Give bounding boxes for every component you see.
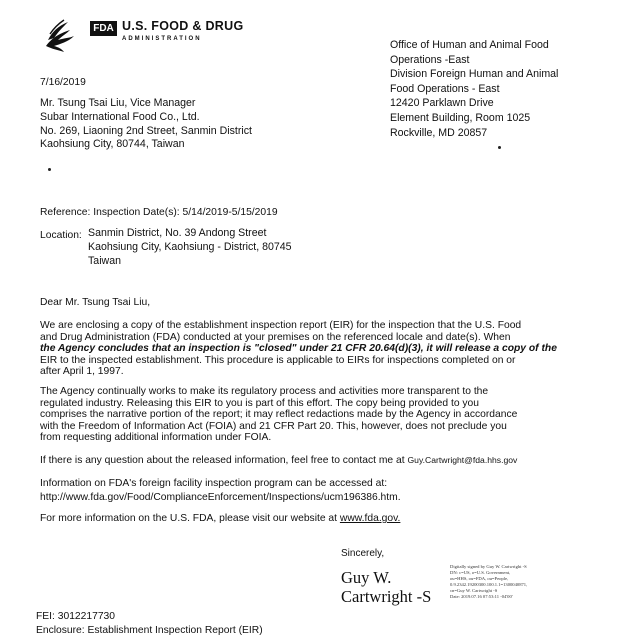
signer-name-line: Guy W. — [341, 568, 392, 587]
paragraph-line: regulated industry. Releasing this EIR to you is part of this effort. The copy being provided to you — [40, 397, 480, 409]
recipient-line: No. 269, Liaoning 2nd Street, Sanmin District — [40, 124, 252, 137]
fda-logo-box: FDA — [90, 21, 117, 36]
office-line: Element Building, Room 1025 — [390, 111, 531, 124]
fda-website-link[interactable]: www.fda.gov. — [339, 513, 401, 524]
contact-email-link[interactable]: Guy.Cartwright@fda.hhs.gov — [407, 455, 518, 465]
paragraph-line-emphasis: the Agency concludes that an inspection is "closed" under 21 CFR 20.64(d)(3), it will release a copy of the — [40, 343, 557, 354]
agency-subtitle: ADMINISTRATION — [122, 36, 202, 42]
signer-name — [341, 568, 431, 606]
digital-signature-line: cn=Guy W. Cartwright -S — [450, 588, 498, 593]
paragraph-eir — [40, 320, 615, 378]
letterhead — [40, 16, 290, 58]
paragraph-line: after April 1, 1997. — [40, 366, 124, 377]
recipient-address — [40, 97, 252, 152]
paragraph-line: The Agency continually works to make its regulatory process and activities more transparent to the — [40, 386, 489, 397]
scan-speck — [48, 168, 51, 171]
location-line: Taiwan — [88, 255, 121, 267]
office-line: Rockville, MD 20857 — [390, 126, 488, 139]
paragraph-line: and Drug Administration (FDA) conducted at your premises on the referenced locale and date(s). When — [40, 331, 511, 343]
office-address — [390, 38, 620, 140]
signer-name-line: Cartwright -S — [341, 587, 432, 606]
hhs-eagle-icon — [40, 16, 80, 56]
paragraph-line: comprises the narrative portion of the report; it may reflect redactions made by the Agency in accordance — [40, 409, 518, 420]
reference-line — [40, 206, 278, 220]
office-line: Division Foreign Human and Animal — [390, 68, 559, 81]
more-info-text: For more information on the U.S. FDA, please visit our website at — [40, 513, 338, 524]
reference-label: Reference: Inspection Date(s): — [40, 207, 180, 218]
paragraph-line: from requesting additional information under FOIA. — [40, 432, 272, 443]
paragraph-line: Information on FDA's foreign facility inspection program can be accessed at: — [40, 478, 388, 489]
location-line: Kaohsiung City, Kaohsiung - District, 80745 — [88, 241, 292, 253]
paragraph-line: EIR to the inspected establishment. This procedure is applicable to EIRs for inspections completed on or — [40, 354, 516, 366]
paragraph-transparency — [40, 386, 615, 444]
recipient-line: Mr. Tsung Tsai Liu, Vice Manager — [40, 97, 196, 109]
reference-dates: 5/14/2019-5/15/2019 — [182, 207, 278, 218]
location-line: Sanmin District, No. 39 Andong Street — [88, 227, 267, 239]
contact-text: If there is any question about the released information, feel free to contact me at — [40, 455, 405, 466]
enclosure-note: Enclosure: Establishment Inspection Report (EIR) — [36, 625, 263, 636]
paragraph-line: with the Freedom of Information Act (FOIA) and 21 CFR Part 20. This, however, does not preclude you — [40, 420, 507, 432]
salutation: Dear Mr. Tsung Tsai Liu, — [40, 297, 151, 308]
location-address — [88, 226, 292, 268]
digital-signature-line: Date: 2019.07.16 07:53:11 -04'00' — [450, 594, 513, 599]
office-line: Operations -East — [390, 53, 470, 66]
foreign-inspection-paragraph — [40, 477, 615, 504]
paragraph-line: We are enclosing a copy of the establishment inspection report (EIR) for the inspection that the U.S. Food — [40, 320, 522, 331]
office-line: Office of Human and Animal Food — [390, 39, 549, 51]
contact-paragraph — [40, 455, 615, 467]
letter-date: 7/16/2019 — [40, 77, 86, 88]
more-info-paragraph — [40, 513, 615, 525]
foreign-inspection-url[interactable]: http://www.fda.gov/Food/ComplianceEnforcement/Inspections/ucm196386.htm. — [40, 491, 401, 503]
recipient-line: Subar International Food Co., Ltd. — [40, 110, 200, 123]
closing-sincerely: Sincerely, — [341, 548, 385, 559]
fei-number: FEI: 3012217730 — [36, 611, 116, 622]
agency-name: U.S. FOOD & DRUG — [122, 19, 244, 33]
digital-signature-line: Digitally signed by Guy W. Cartwright -S — [450, 564, 527, 569]
digital-signature-block — [450, 564, 600, 600]
digital-signature-line: DN: c=US, o=U.S. Government, — [450, 570, 511, 575]
digital-signature-line: ou=HHS, ou=FDA, ou=People, — [450, 576, 509, 581]
recipient-line: Kaohsiung City, 80744, Taiwan — [40, 138, 185, 151]
digital-signature-line: 0.9.2342.19200300.100.1.1=1300040871, — [450, 582, 528, 587]
office-line: Food Operations - East — [390, 82, 500, 95]
office-line: 12420 Parklawn Drive — [390, 97, 494, 110]
scan-speck — [498, 146, 501, 149]
location-label: Location: — [40, 230, 82, 241]
